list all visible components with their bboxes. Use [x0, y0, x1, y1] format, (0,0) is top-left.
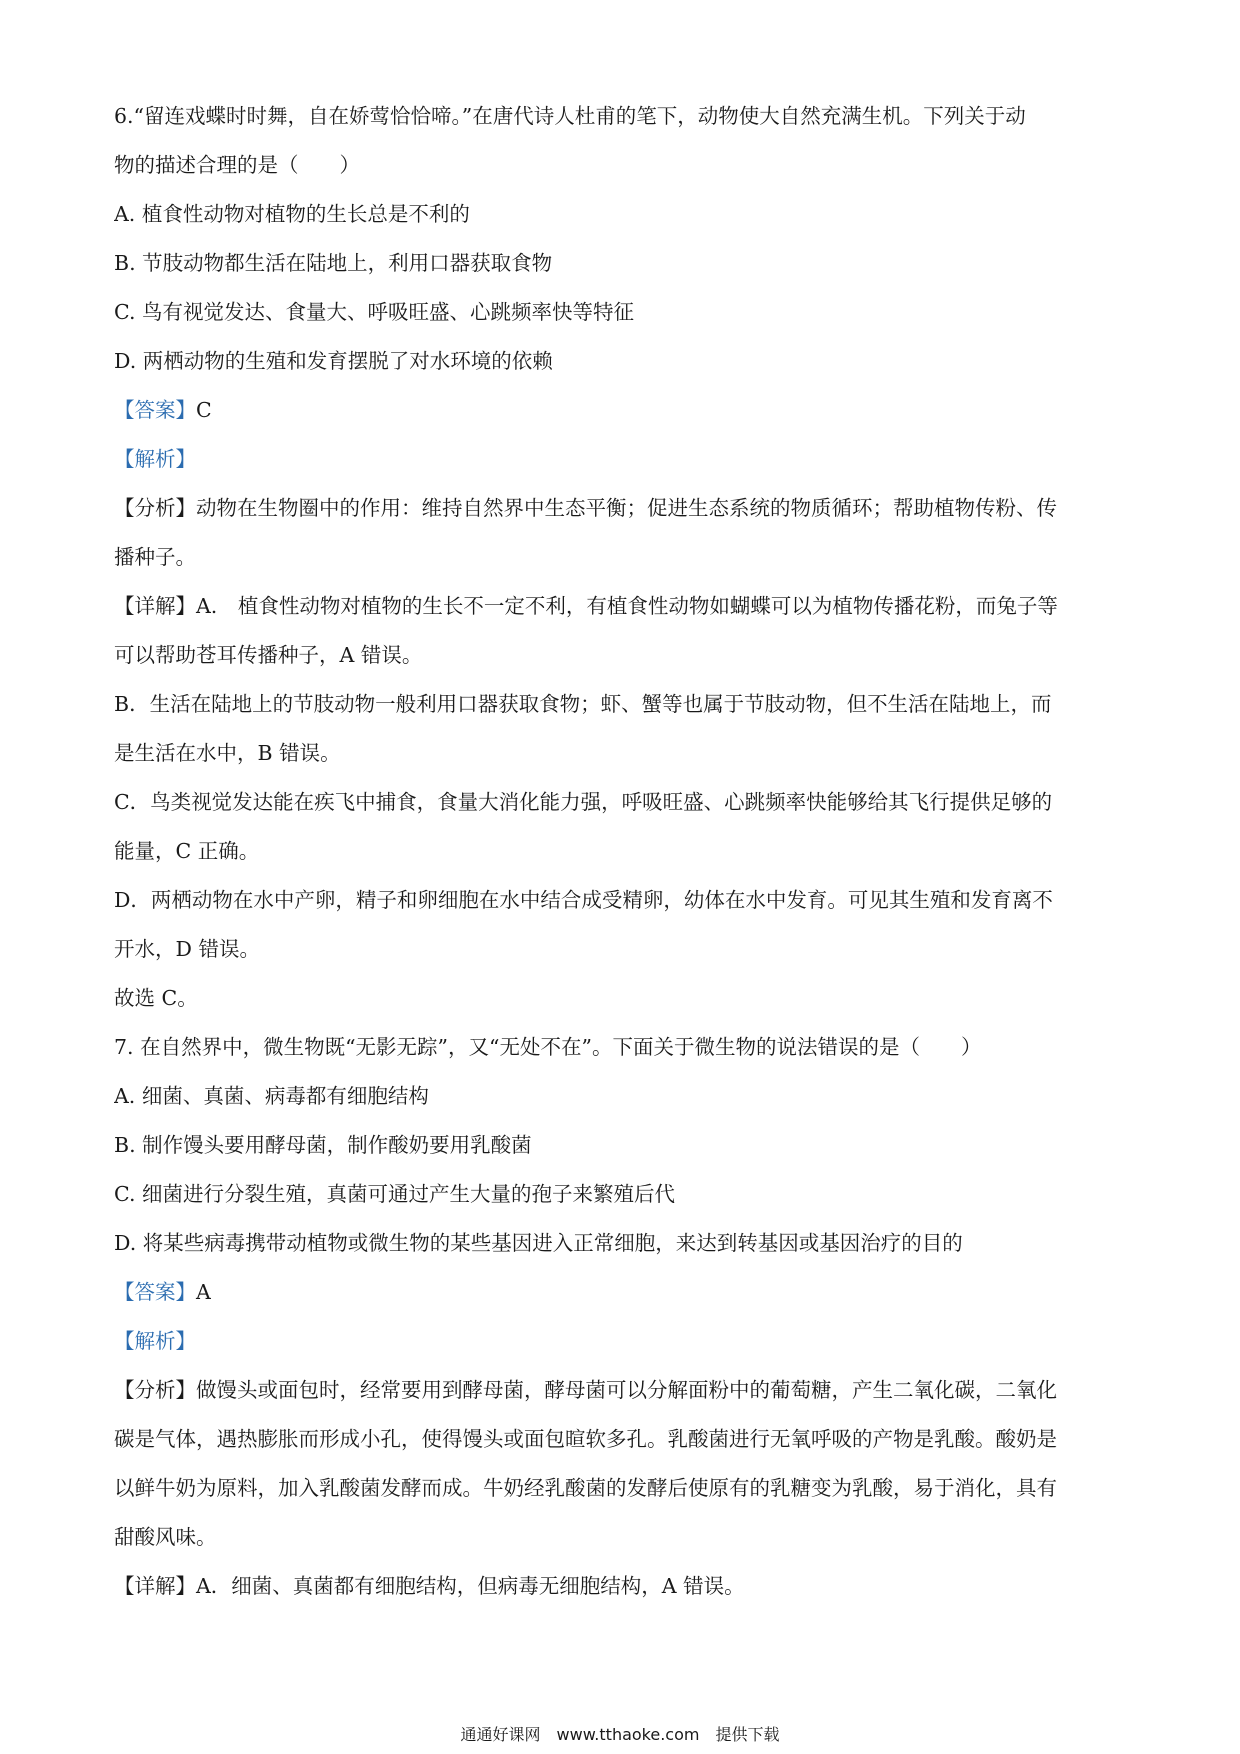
q7-fenxi-line-2: 碳是气体，遇热膨胀而形成小孔，使得馒头或面包暄软多孔。乳酸菌进行无氧呼吸的产物是乳酸。酸奶是: [114, 1427, 1057, 1451]
q7-answer-value: A: [196, 1280, 211, 1304]
q7-option-b: B. 制作馒头要用酵母菌，制作酸奶要用乳酸菌: [114, 1133, 532, 1157]
q6-stem-line-2: 物的描述合理的是（ ）: [114, 153, 360, 177]
q6-detail-line-1: [114, 582, 1134, 631]
q7-fenxi-line-3: 以鲜牛奶为原料，加入乳酸菌发酵而成。牛奶经乳酸菌的发酵后使原有的乳糖变为乳酸，易于消化，具有: [114, 1476, 1057, 1500]
q6-option-b: B. 节肢动物都生活在陆地上，利用口器获取食物: [114, 251, 553, 275]
q6-detail-text-1: A. 植食性动物对植物的生长不一定不利，有植食性动物如蝴蝶可以为植物传播花粉，而兔子等: [196, 594, 1058, 618]
q6-conclusion: 故选 C。: [114, 986, 198, 1010]
q7-fenxi-tag: 【分析】: [114, 1378, 196, 1402]
q6-analysis-line: [114, 435, 1134, 484]
q6-detail-line-2: 可以帮助苍耳传播种子，A 错误。: [114, 643, 423, 667]
q6-detail-tag: 【详解】: [114, 594, 196, 618]
q6-detail-line-6: 能量，C 正确。: [114, 839, 260, 863]
q7-detail-line-1: [114, 1562, 1134, 1611]
q6-detail-line-8: 开水，D 错误。: [114, 937, 260, 961]
q7-detail-tag: 【详解】: [114, 1574, 196, 1598]
q7-option-d: D. 将某些病毒携带动植物或微生物的某些基因进入正常细胞，来达到转基因或基因治疗的目的: [114, 1231, 963, 1255]
q7-option-c: C. 细菌进行分裂生殖，真菌可通过产生大量的孢子来繁殖后代: [114, 1182, 675, 1206]
q6-fenxi-line-2: 播种子。: [114, 545, 196, 569]
q6-option-d: D. 两栖动物的生殖和发育摆脱了对水环境的依赖: [114, 349, 553, 373]
q7-option-a: A. 细菌、真菌、病毒都有细胞结构: [114, 1084, 429, 1108]
q7-fenxi-line-4: 甜酸风味。: [114, 1525, 217, 1549]
q6-answer-tag: 【答案】: [114, 398, 196, 422]
q6-answer-line: [114, 386, 1134, 435]
q6-answer-value: C: [196, 398, 212, 422]
q6-stem-line-1: 6.“留连戏蝶时时舞，自在娇莺恰恰啼。”在唐代诗人杜甫的笔下，动物使大自然充满生机。下列关于动: [114, 104, 1026, 128]
q7-stem-line-1: 7. 在自然界中，微生物既“无影无踪”，又“无处不在”。下面关于微生物的说法错误的是（ ）: [114, 1035, 982, 1059]
q7-answer-line: [114, 1268, 1134, 1317]
q6-option-a: A. 植食性动物对植物的生长总是不利的: [114, 202, 470, 226]
q7-detail-text-1: A．细菌、真菌都有细胞结构，但病毒无细胞结构，A 错误。: [196, 1574, 745, 1598]
page-content: [114, 92, 1134, 1611]
q6-detail-line-4: 是生活在水中，B 错误。: [114, 741, 341, 765]
q7-fenxi-line-1: [114, 1366, 1134, 1415]
q7-fenxi-text-1: 做馒头或面包时，经常要用到酵母菌，酵母菌可以分解面粉中的葡萄糖，产生二氧化碳，二氧化: [196, 1378, 1057, 1402]
q6-fenxi-tag: 【分析】: [114, 496, 196, 520]
q6-detail-line-5: C．鸟类视觉发达能在疾飞中捕食，食量大消化能力强，呼吸旺盛、心跳频率快能够给其飞行提供足够的: [114, 790, 1053, 814]
q6-fenxi-text-1: 动物在生物圈中的作用：维持自然界中生态平衡；促进生态系统的物质循环；帮助植物传粉、传: [196, 496, 1057, 520]
q6-analysis-tag: 【解析】: [114, 447, 196, 471]
q6-fenxi-line-1: [114, 484, 1134, 533]
q6-detail-line-7: D．两栖动物在水中产卵，精子和卵细胞在水中结合成受精卵，幼体在水中发育。可见其生殖和发育离不: [114, 888, 1053, 912]
q7-answer-tag: 【答案】: [114, 1280, 196, 1304]
page-footer: 通通好课网 www.tthaoke.com 提供下载: [460, 1725, 780, 1744]
q7-analysis-line: [114, 1317, 1134, 1366]
q6-detail-line-3: B．生活在陆地上的节肢动物一般利用口器获取食物；虾、蟹等也属于节肢动物，但不生活在陆地上，而: [114, 692, 1052, 716]
q7-analysis-tag: 【解析】: [114, 1329, 196, 1353]
q6-option-c: C. 鸟有视觉发达、食量大、呼吸旺盛、心跳频率快等特征: [114, 300, 634, 324]
